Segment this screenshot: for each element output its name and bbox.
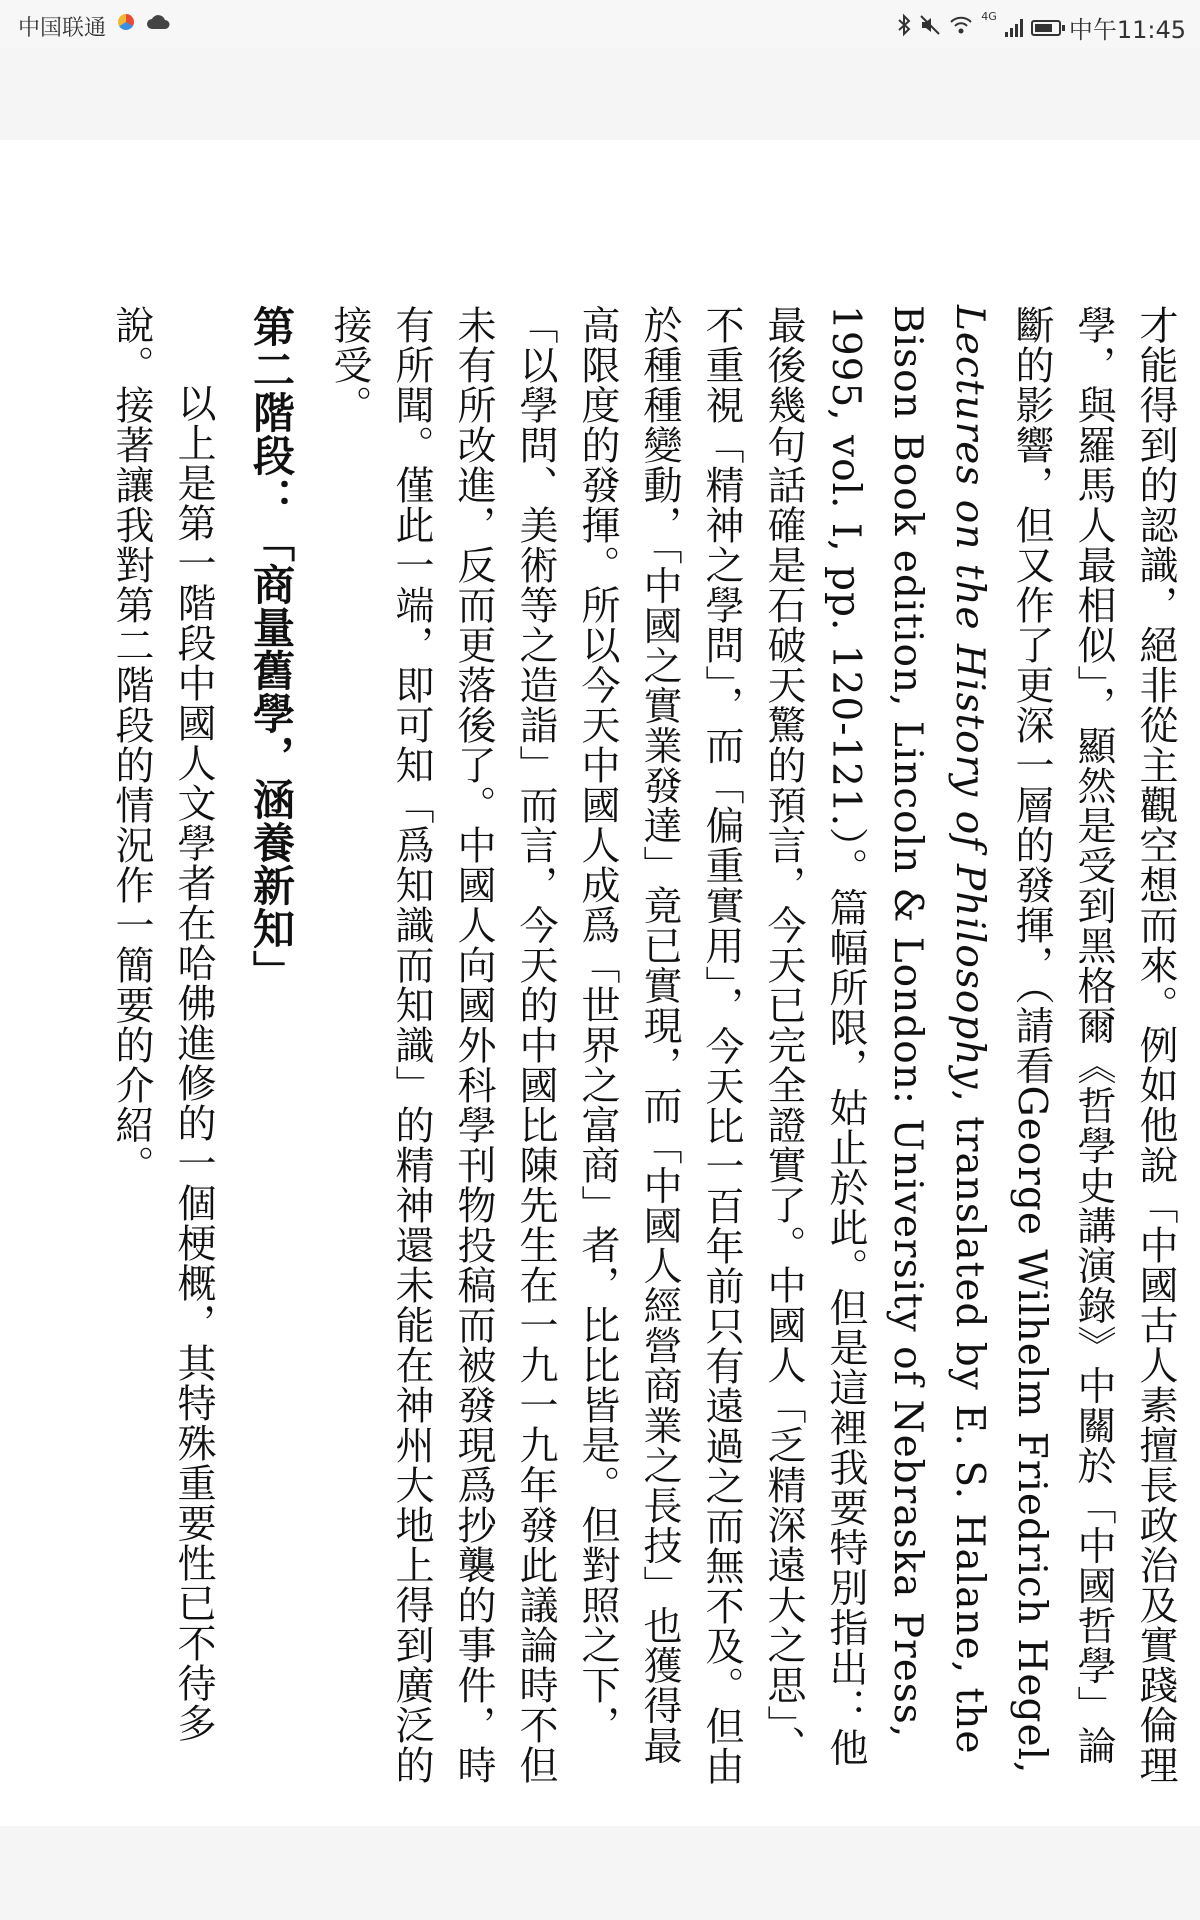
reader-top-bar[interactable] <box>0 48 1200 140</box>
cloud-icon <box>146 12 170 37</box>
clock: 中午11:45 <box>1068 16 1186 44</box>
status-bar <box>0 0 1200 48</box>
battery-icon <box>1031 20 1061 36</box>
carrier-name: 中国联通 <box>18 16 107 41</box>
mute-icon <box>919 14 941 41</box>
bluetooth-icon <box>897 14 911 41</box>
app-notification-icon <box>118 14 134 30</box>
paragraph-1-text-a: 才能得到的認識，絕非從主觀空想而來。例如他說「中國古人素擅長政治及實踐倫理學，與羅馬人最相似」，顯然是受到黑格爾《哲學史講演錄》中關於「中國哲學」論斷的影響，但又作了更深一層的發揮，（請看George Wilhelm Friedrich Hegel, <box>1009 305 1178 1785</box>
reader-bottom-bar[interactable] <box>0 1826 1200 1920</box>
paragraph-1-text-b: , translated by E. S. Halane, the Bison Book edition, Lincoln & London: University of Nebraska Press, 1995, vol. I, pp. 120-121.）。篇幅所限，姑止於此。但是這裡我要特別指出：他最後幾句話確是石破天驚的預言，今天已完全證實了。中國人「乏精深遠大之思」、不重視「精神之學問」，而「偏重實用」，今天比一百年前只有遠過之而無不及。但由於種種變動，「中國之實業發達」竟已實現，而「中國人經營商業之長技」也獲得最高限度的發揮。所以今天中國人成爲「世界之富商」者，比比皆是。但對照之下，「以學問、美術等之造詣」而言，今天的中國比陳先生在一九一九年發此議論時不但未有所改進，反而更落後了。中國人向國外科學刊物投稿而被發現爲抄襲的事件，時有所聞。僅此一端，即可知「爲知識而知識」的精神還未能在神州大地上得到廣泛的接受。 <box>327 305 992 1786</box>
vertical-text-body <box>100 305 1186 1805</box>
wifi-icon <box>949 15 973 40</box>
network-type: 4G <box>981 10 997 23</box>
paragraph-2: 以上是第一階段中國人文學者在哈佛進修的一個梗概，其特殊重要性已不待多說。接著讓我對第二階段的情況作一簡要的介紹。 <box>109 305 216 1743</box>
signal-icon <box>1005 19 1023 37</box>
book-title-italic: Lectures on the History of Philosophy <box>947 305 992 1090</box>
book-page[interactable] <box>100 305 1178 1805</box>
paragraph-1 <box>318 305 1186 1805</box>
section-heading: 第二階段：「商量舊學，涵養新知」 <box>247 305 296 993</box>
